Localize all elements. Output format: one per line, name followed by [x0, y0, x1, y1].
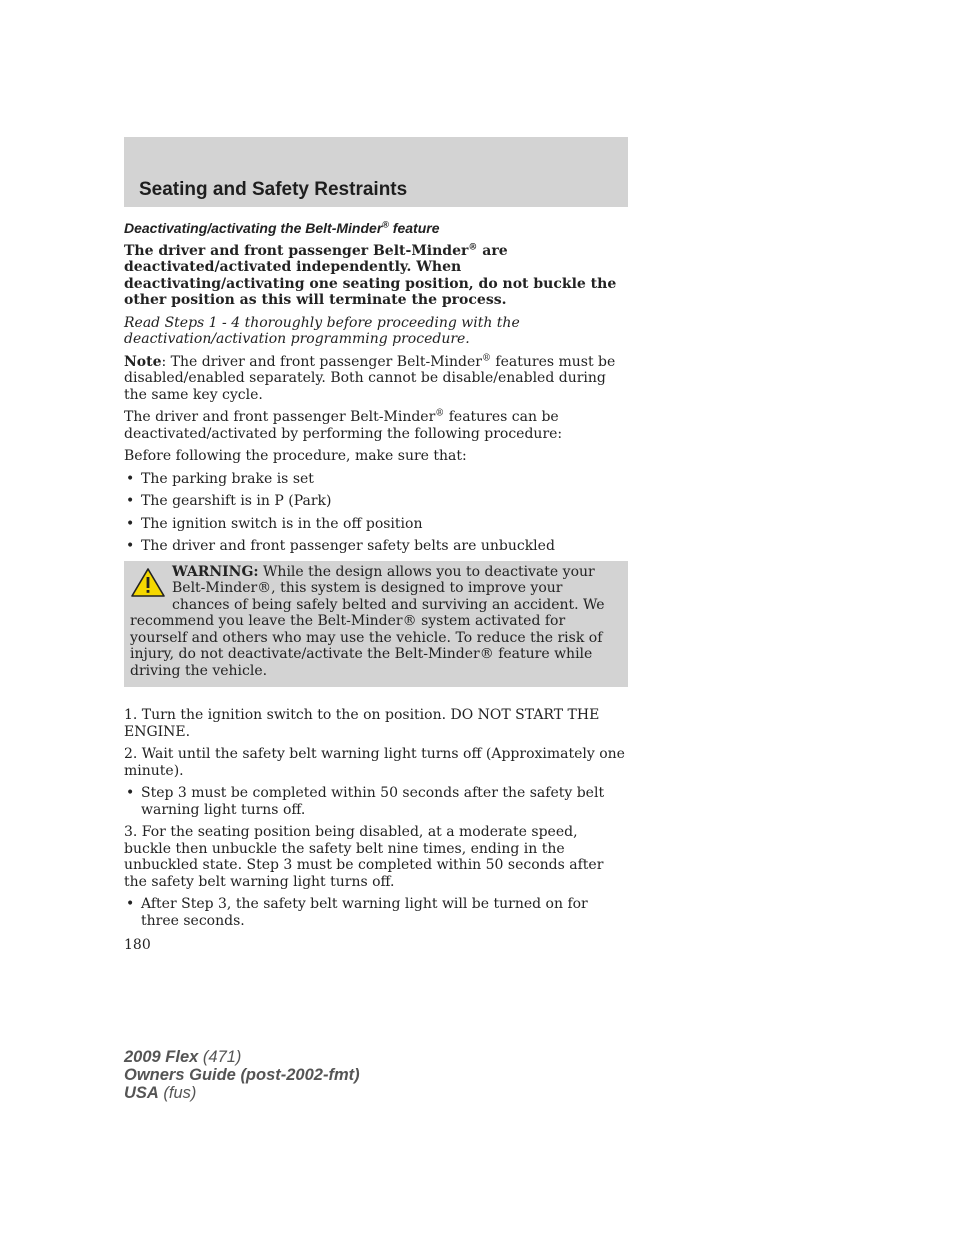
note-label: Note	[124, 353, 162, 370]
step-1: 1. Turn the ignition switch to the on position. DO NOT START THE ENGINE.	[124, 707, 600, 740]
before-paragraph: Before following the procedure, make sure that:	[124, 448, 467, 464]
registered-mark: ®	[481, 352, 491, 363]
note-text: : The driver and front passenger Belt-Minder	[161, 353, 482, 370]
footer-market: USA	[124, 1084, 159, 1102]
registered-mark: ®	[435, 408, 445, 419]
intro-paragraph	[124, 243, 628, 309]
list-item: • After Step 3, the safety belt warning light will be turned on for three seconds.	[124, 896, 628, 929]
footer-market-code: (fus)	[158, 1084, 197, 1102]
procedure-text-end: features can be deactivated/activated by performing the following procedure:	[124, 409, 563, 442]
footer-model: 2009 Flex	[124, 1048, 199, 1066]
subhead-text-end: feature	[388, 220, 440, 236]
step-3: 3. For the seating position being disabled, at a moderate speed, buckle then unbuckle the safety belt nine times, ending in the unbuckled state. Step 3 must be completed within 50 seconds after the safety belt warning light turns off.	[124, 824, 604, 890]
intro-text: The driver and front passenger Belt-Minder	[124, 242, 469, 259]
warning-text: While the design allows you to deactivate your Belt-Minder®, this system is designed to improve your chances of being safely belted and surviving an accident. We recommend you leave the Belt-Minder® system activated for yourself and others who may use the vehicle. To reduce the risk of injury, do not deactivate/activate the Belt-Minder® feature while driving the vehicle.	[130, 563, 605, 679]
list-item: • The parking brake is set	[124, 471, 628, 488]
step-3-list	[124, 896, 628, 929]
list-item: • Step 3 must be completed within 50 seconds after the safety belt warning light turns off.	[124, 785, 628, 818]
warning-box	[124, 561, 628, 688]
subsection-heading	[124, 220, 628, 237]
section-header-band	[124, 137, 628, 207]
section-title: Seating and Safety Restraints	[139, 179, 408, 200]
read-steps-note: Read Steps 1 - 4 thoroughly before proceeding with the deactivation/activation programming procedure.	[124, 314, 520, 347]
footer-line-3	[124, 1084, 360, 1102]
note-text-end: features must be disabled/enabled separately. Both cannot be disable/enabled during the same key cycle.	[124, 353, 616, 403]
warning-triangle-icon	[130, 567, 166, 599]
footer-line-1	[124, 1048, 360, 1066]
list-item: • The driver and front passenger safety belts are unbuckled	[124, 538, 628, 555]
page-number: 180	[124, 937, 151, 953]
procedure-paragraph	[124, 409, 628, 442]
list-item: • The gearshift is in P (Park)	[124, 493, 628, 510]
note-paragraph	[124, 354, 628, 404]
step-2-list	[124, 785, 628, 818]
footer-model-code: (471)	[198, 1048, 242, 1066]
footer-line-2: Owners Guide (post-2002-fmt)	[124, 1066, 360, 1084]
precondition-list	[124, 471, 628, 555]
subhead-text: Deactivating/activating the Belt-Minder	[124, 220, 383, 236]
step-2: 2. Wait until the safety belt warning light turns off (Approximately one minute).	[124, 746, 625, 779]
document-footer	[124, 1048, 360, 1102]
registered-mark: ®	[468, 241, 478, 252]
warning-label: WARNING:	[172, 563, 259, 580]
page-content	[124, 220, 628, 954]
list-item: • The ignition switch is in the off position	[124, 516, 628, 533]
intro-text-end: are deactivated/activated independently. When deactivating/activating one seating position, do not buckle the other position as this will terminate the process.	[124, 242, 617, 308]
registered-mark: ®	[382, 219, 389, 230]
procedure-text: The driver and front passenger Belt-Minder	[124, 409, 436, 425]
